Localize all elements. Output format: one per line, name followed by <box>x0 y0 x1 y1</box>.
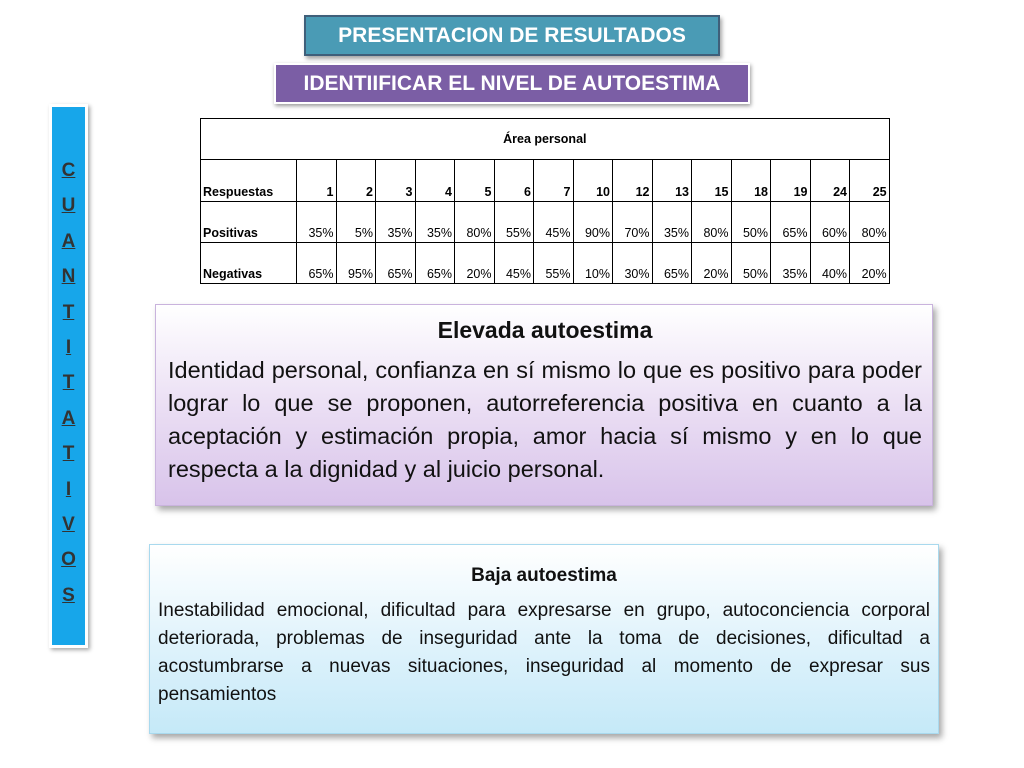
high-self-esteem-text: Identidad personal, confianza en sí mismo lo que es positivo para poder lograr lo que se proponen, autorreferencia positiva en cuanto a la aceptación y estimación propia, amor hacia sí mismo y en lo que respecta a la dignidad y al juicio personal. <box>168 357 922 482</box>
table-cell: 65% <box>297 242 337 283</box>
table-cell: 5% <box>336 201 376 242</box>
vertical-letter: T <box>62 301 75 323</box>
table-cell: 20% <box>850 242 890 283</box>
table-cell: 2 <box>336 160 376 201</box>
vertical-letter: S <box>62 584 75 606</box>
table-cell: 18 <box>731 160 771 201</box>
table-cell: 70% <box>613 201 653 242</box>
vertical-letter: A <box>61 230 76 252</box>
table-cell: 5 <box>455 160 495 201</box>
table-cell: 7 <box>534 160 574 201</box>
vertical-letter: O <box>61 549 76 571</box>
table-cell: 3 <box>376 160 416 201</box>
table-cell: 80% <box>850 201 890 242</box>
table-cell: 20% <box>455 242 495 283</box>
table-cell: 35% <box>652 201 692 242</box>
table-row <box>201 160 890 201</box>
table-cell: 65% <box>415 242 455 283</box>
vertical-letter: U <box>61 195 76 217</box>
table-row <box>201 242 890 283</box>
table-cell: 6 <box>494 160 534 201</box>
presentation-title-text: PRESENTACION DE RESULTADOS <box>338 23 686 47</box>
table-cell: 10 <box>573 160 613 201</box>
vertical-letter: N <box>61 266 76 288</box>
vertical-letter: T <box>62 443 75 465</box>
table-cell: 90% <box>573 201 613 242</box>
table-cell: 50% <box>731 201 771 242</box>
table-cell: 25 <box>850 160 890 201</box>
table-cell: 15 <box>692 160 732 201</box>
table-cell: 12 <box>613 160 653 201</box>
results-table-container <box>200 118 889 284</box>
table-title: Área personal <box>201 119 890 160</box>
table-row <box>201 201 890 242</box>
table-cell: 65% <box>376 242 416 283</box>
low-self-esteem-box <box>149 544 939 734</box>
presentation-subtitle <box>274 63 750 104</box>
table-cell: 24 <box>810 160 850 201</box>
table-cell: 4 <box>415 160 455 201</box>
vertical-letter: A <box>61 407 76 429</box>
table-cell: 55% <box>494 201 534 242</box>
table-cell: 55% <box>534 242 574 283</box>
vertical-letter: C <box>61 160 76 181</box>
table-cell: 13 <box>652 160 692 201</box>
table-cell: 65% <box>771 201 811 242</box>
table-cell: 35% <box>415 201 455 242</box>
low-self-esteem-heading: Baja autoestima <box>471 565 617 586</box>
table-cell: 10% <box>573 242 613 283</box>
high-self-esteem-heading: Elevada autoestima <box>437 317 653 343</box>
presentation-title <box>304 15 720 56</box>
table-cell: 60% <box>810 201 850 242</box>
presentation-subtitle-text: IDENTIIFICAR EL NIVEL DE AUTOESTIMA <box>303 71 721 95</box>
table-row-label: Negativas <box>201 242 297 283</box>
table-cell: 30% <box>613 242 653 283</box>
vertical-letter: T <box>62 372 75 394</box>
table-cell: 45% <box>494 242 534 283</box>
table-cell: 20% <box>692 242 732 283</box>
table-row-label: Positivas <box>201 201 297 242</box>
results-table <box>200 118 890 284</box>
table-cell: 65% <box>652 242 692 283</box>
vertical-letter: I <box>65 337 72 359</box>
vertical-label-cuantitativos <box>49 104 88 648</box>
low-self-esteem-text: Inestabilidad emocional, dificultad para expresarse en grupo, autoconciencia corporal deteriorada, problemas de inseguridad ante la toma de decisiones, dificultad a acostumbrarse a nuevas situaciones, inseguridad al momento de expresar sus pensamientos <box>158 600 930 705</box>
table-cell: 19 <box>771 160 811 201</box>
table-cell: 95% <box>336 242 376 283</box>
table-cell: 50% <box>731 242 771 283</box>
vertical-letter: I <box>65 478 72 500</box>
vertical-letter: V <box>62 514 75 536</box>
table-cell: 35% <box>771 242 811 283</box>
high-self-esteem-box <box>155 304 933 506</box>
table-cell: 35% <box>297 201 337 242</box>
table-cell: 35% <box>376 201 416 242</box>
table-cell: 1 <box>297 160 337 201</box>
table-cell: 80% <box>692 201 732 242</box>
table-cell: 80% <box>455 201 495 242</box>
table-row-label: Respuestas <box>201 160 297 201</box>
table-cell: 40% <box>810 242 850 283</box>
table-cell: 45% <box>534 201 574 242</box>
